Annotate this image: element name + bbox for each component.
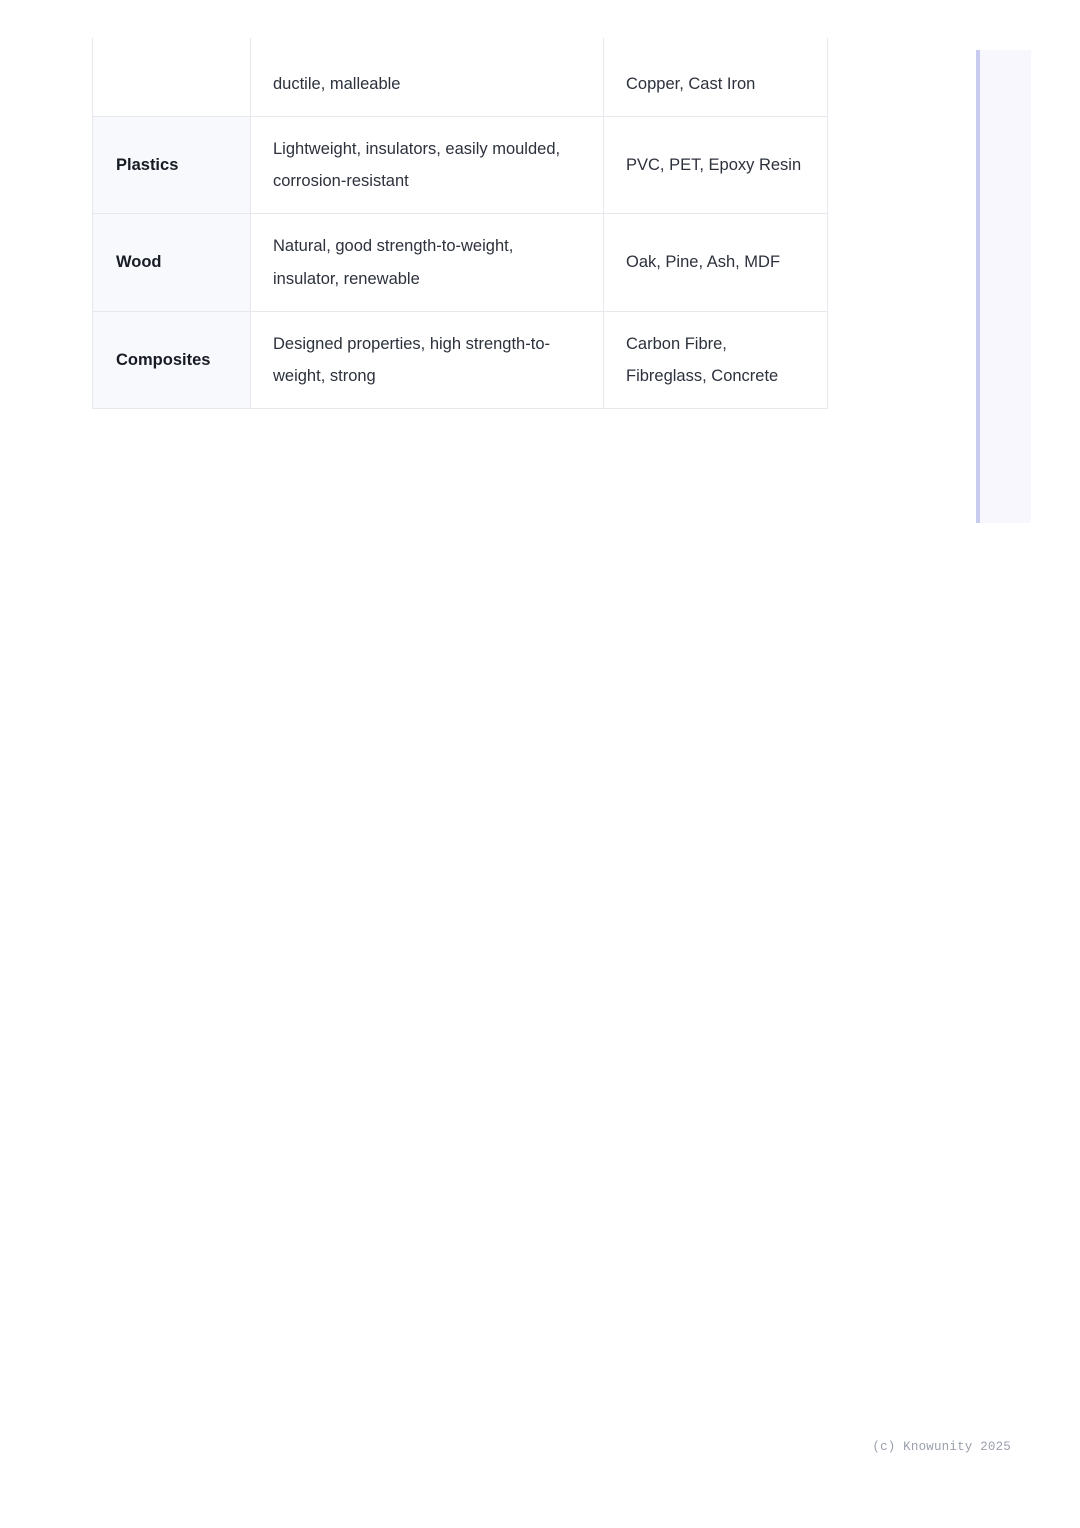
table-cell-material: Wood: [93, 214, 251, 311]
table-cell-examples: Carbon Fibre, Fibreglass, Concrete: [604, 311, 828, 408]
table-row: [93, 311, 828, 408]
table-cell-examples: PVC, PET, Epoxy Resin: [604, 117, 828, 214]
materials-table-container: [92, 38, 827, 409]
table-cell-examples: Copper, Cast Iron: [604, 38, 828, 117]
table-cell-examples: Oak, Pine, Ash, MDF: [604, 214, 828, 311]
accent-bar: [976, 50, 980, 523]
table-cell-properties: ductile, malleable: [251, 38, 604, 117]
table-cell-material: Plastics: [93, 117, 251, 214]
table-cell-properties: Lightweight, insulators, easily moulded, corrosion-resistant: [251, 117, 604, 214]
table-row: [93, 38, 828, 117]
table-row: [93, 117, 828, 214]
footer-copyright: (c) Knowunity 2025: [872, 1440, 1011, 1454]
page-edge-accent-strip: [976, 50, 1031, 523]
table-cell-properties: Designed properties, high strength-to-weight, strong: [251, 311, 604, 408]
table-cell-material: Composites: [93, 311, 251, 408]
table-cell-material: [93, 38, 251, 117]
table-row: [93, 214, 828, 311]
table-cell-properties: Natural, good strength-to-weight, insulator, renewable: [251, 214, 604, 311]
materials-table: [92, 38, 828, 409]
